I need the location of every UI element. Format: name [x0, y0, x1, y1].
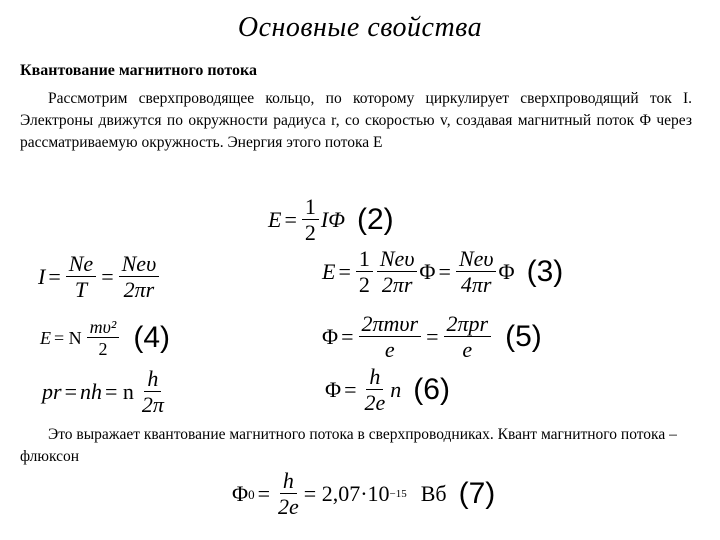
eq3-num3: Neυ — [456, 248, 497, 272]
eq5-frac-1 — [359, 313, 422, 361]
eq3a-den2: 2πr — [123, 277, 155, 302]
eq3-equals-2: = — [438, 259, 451, 284]
eq5-label: (5) — [505, 320, 542, 353]
eq2-rhs: IΦ — [320, 207, 345, 232]
eq3-frac-2 — [377, 248, 418, 296]
eq7-value: = 2,07·10 — [303, 481, 390, 506]
eq6a-equals-1: = — [64, 379, 77, 404]
intro-text: Рассмотрим сверхпроводящее кольцо, по которому циркулирует сверхпроводящий ток I. Электроны движутся по окружности радиуса r, со скоростью v, создавая магнитный поток Φ через рассматриваемую окружность. Энергия этого потока E — [20, 90, 692, 151]
eq7-unit: Вб — [420, 481, 447, 506]
eq6-label: (6) — [413, 373, 450, 406]
eq6a-den: 2π — [141, 392, 164, 417]
eq7-exponent: −15 — [389, 487, 407, 500]
eq5-den2: e — [462, 337, 473, 362]
eq7-label: (7) — [458, 477, 496, 510]
eq6-fraction — [362, 366, 389, 414]
eq4-num: mυ² — [87, 318, 120, 338]
equation-4 — [40, 318, 170, 358]
intro-paragraph — [20, 88, 692, 154]
eq4-den: 2 — [98, 339, 108, 359]
equation-7 — [232, 470, 495, 518]
eq5-num1: 2πmυr — [359, 313, 422, 337]
eq3-num2: Neυ — [377, 248, 418, 272]
eq3a-equals-1: = — [48, 264, 61, 289]
eq3a-lhs: I — [38, 264, 46, 289]
eq2-num: 1 — [302, 196, 319, 220]
eq7-equals: = — [257, 481, 271, 506]
eq3a-frac-1 — [66, 253, 96, 301]
eq2-label: (2) — [356, 203, 394, 236]
eq4-equals: = N — [54, 328, 82, 348]
eq2-lhs: E — [268, 207, 282, 232]
eq2-equals: = — [284, 207, 297, 232]
eq6a-lhs: pr — [42, 379, 62, 404]
eq3-label: (3) — [526, 255, 564, 288]
eq6a-num: h — [144, 368, 161, 392]
equation-5 — [322, 313, 542, 361]
eq6-den: 2e — [364, 390, 386, 415]
eq3-num1: 1 — [356, 248, 373, 272]
eq5-equals-2: = — [426, 324, 439, 349]
conclusion-paragraph — [20, 424, 692, 468]
eq3-equals-1: = — [338, 259, 351, 284]
eq6a-equals-2: = n — [104, 379, 134, 404]
eq3a-num2: Neυ — [119, 253, 160, 277]
eq5-frac-2 — [444, 313, 492, 361]
eq3a-num1: Ne — [66, 253, 96, 277]
eq5-lhs: Φ — [322, 324, 339, 349]
eq2-fraction — [302, 196, 319, 244]
eq7-sub: 0 — [248, 486, 255, 502]
eq5-equals-1: = — [341, 324, 354, 349]
conclusion-text: Это выражает квантование магнитного потока в сверхпроводниках. Квант магнитного потока – флюксон — [20, 426, 677, 465]
eq6a-fraction — [139, 368, 167, 416]
eq7-lhs: Φ — [232, 481, 249, 506]
eq3a-equals-2: = — [101, 264, 114, 289]
eq6-lhs: Φ — [325, 377, 342, 402]
section-subtitle: Квантование магнитного потока — [20, 62, 257, 79]
eq6-equals: = — [344, 377, 357, 402]
eq3a-den1: T — [74, 277, 88, 302]
eq3-den3: 4πr — [460, 272, 492, 297]
equation-current — [38, 253, 161, 301]
eq3-frac-1 — [356, 248, 373, 296]
eq6-tail: n — [390, 377, 402, 402]
equation-3 — [322, 248, 563, 296]
equation-6 — [325, 366, 450, 414]
eq6-num: h — [366, 366, 383, 390]
eq3-frac-3 — [456, 248, 497, 296]
eq3-phi-2: Φ — [498, 259, 515, 284]
eq3-phi-1: Φ — [419, 259, 436, 284]
equation-momentum — [42, 368, 169, 416]
eq3-den1: 2 — [358, 272, 370, 297]
eq3-lhs: E — [322, 259, 336, 284]
eq6a-mid: nh — [79, 379, 102, 404]
eq7-num: h — [280, 470, 297, 494]
eq3-den2: 2πr — [381, 272, 413, 297]
eq7-den: 2e — [278, 494, 299, 519]
eq7-fraction — [275, 470, 302, 518]
eq4-label: (4) — [133, 321, 170, 354]
eq5-num2: 2πpr — [444, 313, 492, 337]
eq3a-frac-2 — [119, 253, 160, 301]
eq4-fraction — [87, 318, 120, 358]
eq5-den1: e — [384, 337, 395, 362]
eq2-den: 2 — [304, 220, 316, 245]
equation-2 — [268, 196, 394, 244]
page-title: Основные свойства — [237, 12, 483, 43]
eq4-lhs: E — [40, 328, 51, 348]
